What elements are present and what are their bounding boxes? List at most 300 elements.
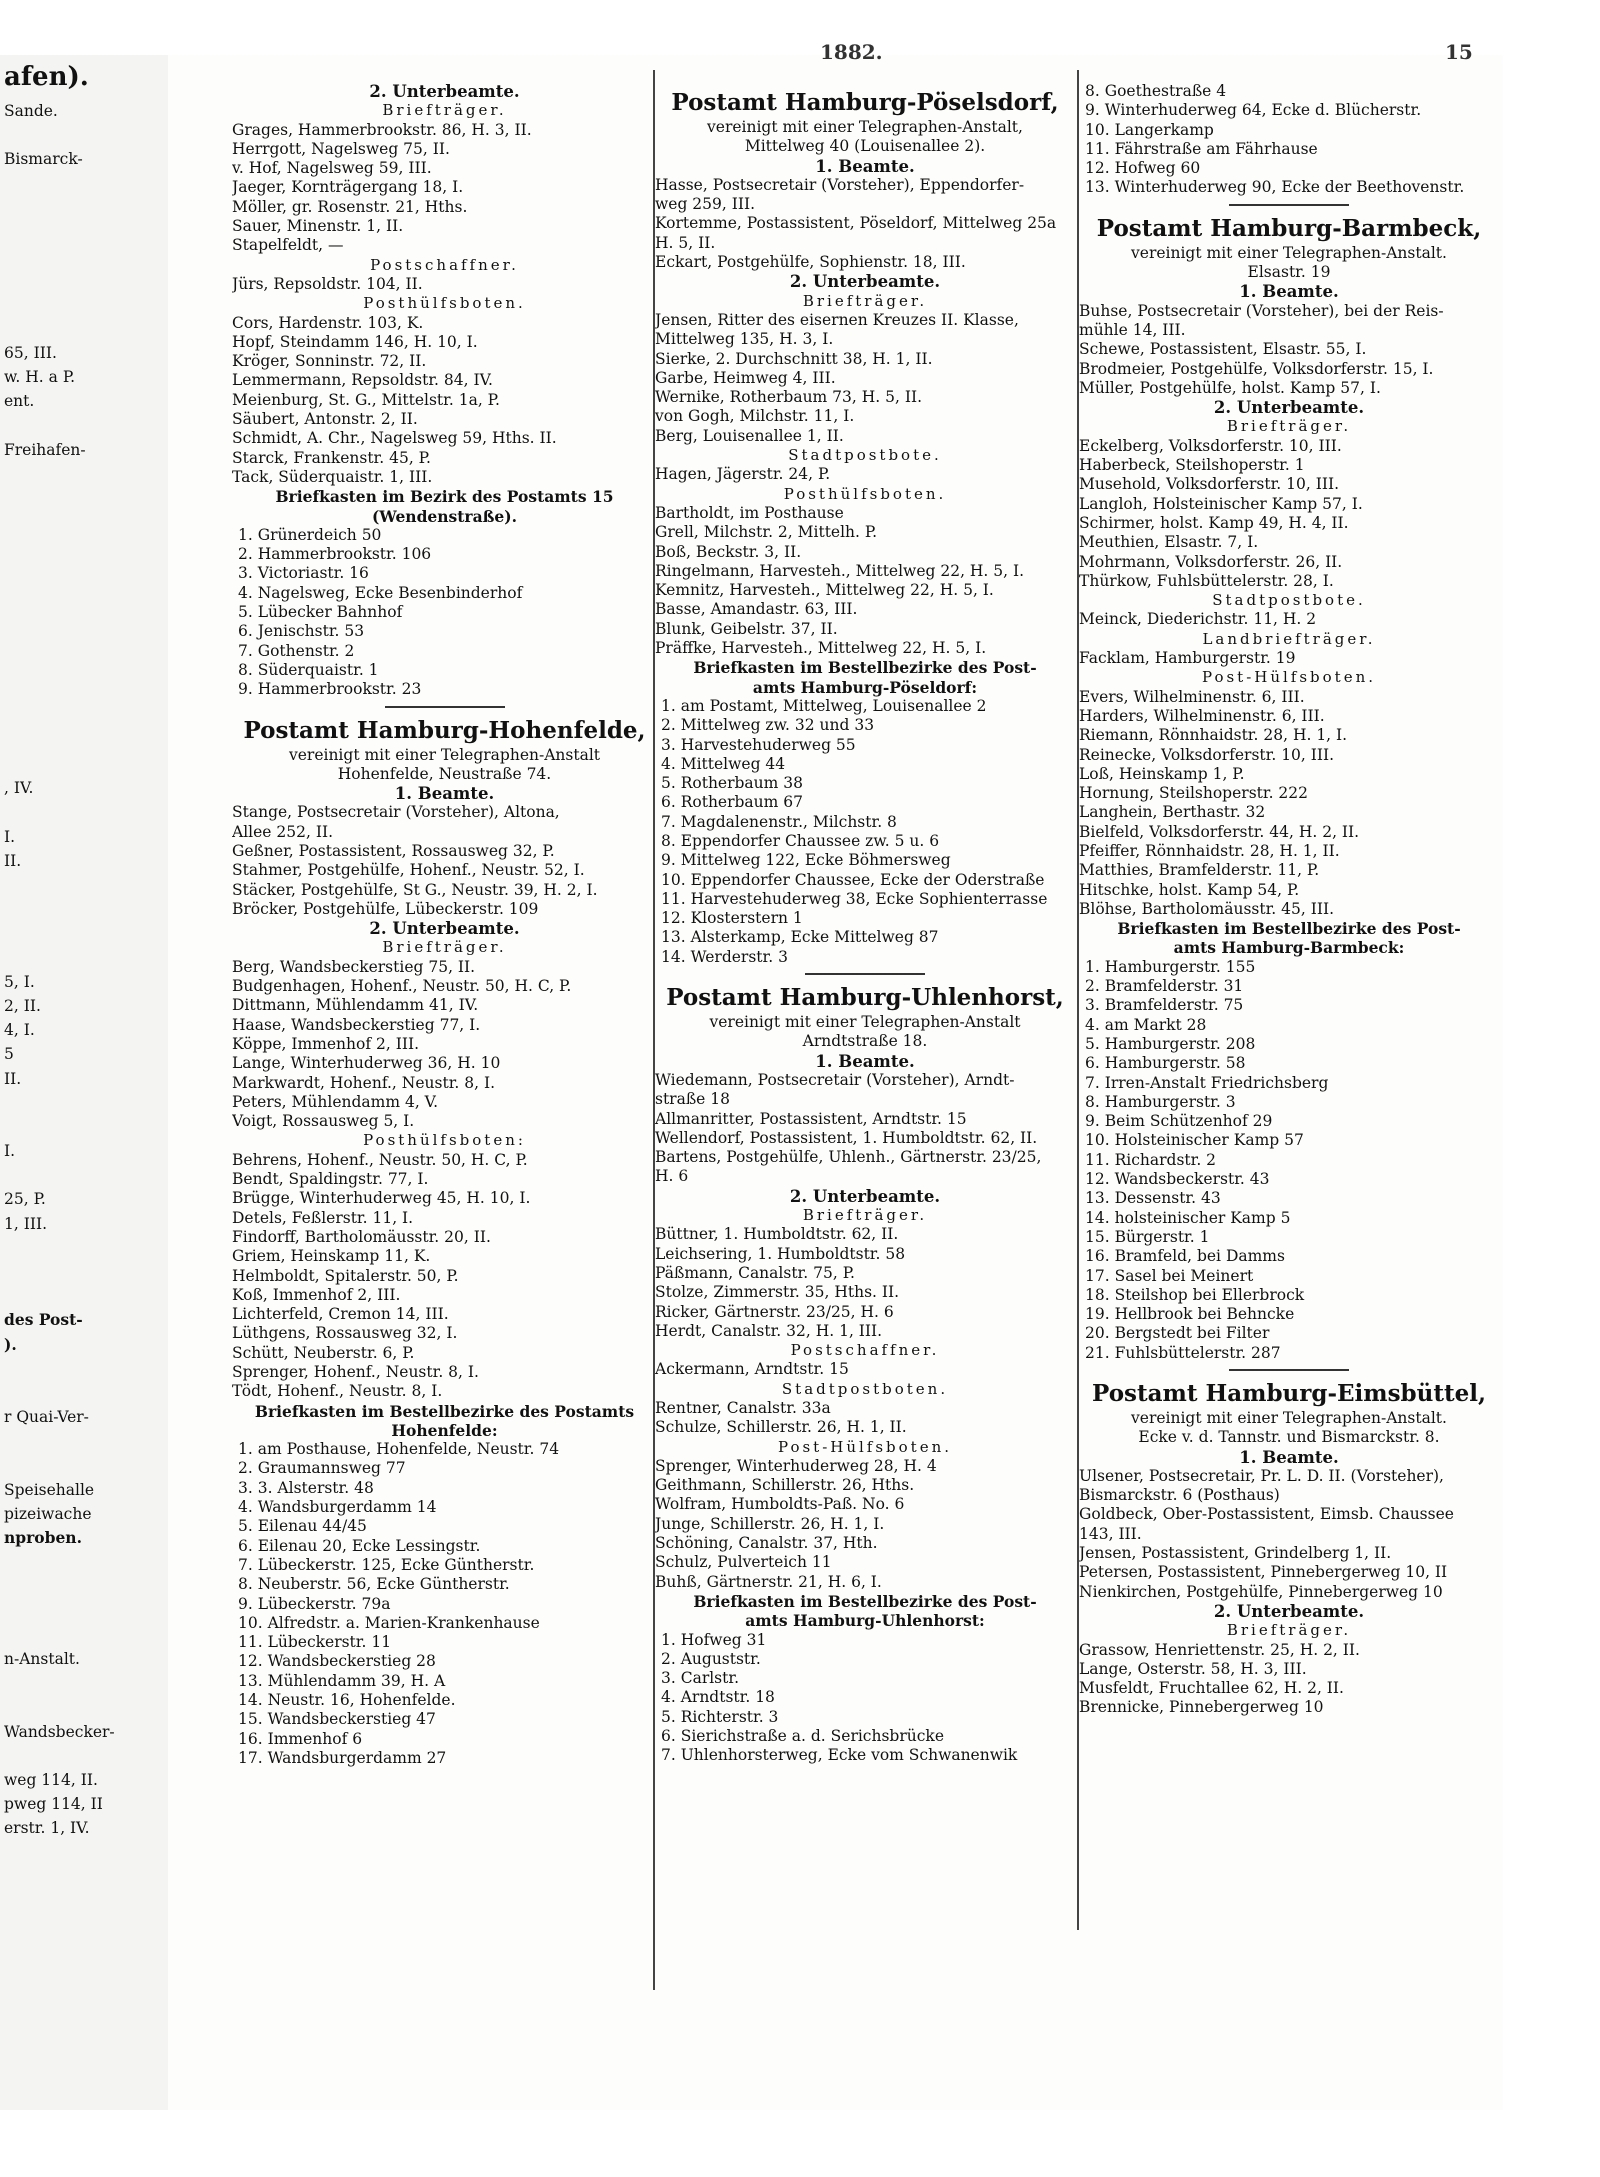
mailbox-entry: 9. Beim Schützenhof 29: [1085, 1112, 1273, 1131]
mailbox-entry: 16. Immenhof 6: [238, 1729, 363, 1748]
mailbox-entry: 7. Uhlenhorsterweg, Ecke vom Schwanenwik: [661, 1746, 1018, 1765]
entry-line: Schulze, Schillerstr. 26, H. 1, II.: [655, 1418, 907, 1437]
left-margin-fragment: [0, 897, 165, 921]
entry-line: Cors, Hardenstr. 103, K.: [232, 313, 424, 332]
office-info-line: vereinigt mit einer Telegraphen-Anstalt.: [1131, 243, 1447, 262]
entry-line: Sierke, 2. Durchschnitt 38, H. 1, II.: [655, 349, 933, 368]
mailbox-entry: 7. Lübeckerstr. 125, Ecke Güntherstr.: [238, 1555, 535, 1574]
mailbox-entry: 8. Neuberstr. 56, Ecke Güntherstr.: [238, 1575, 510, 1594]
left-margin-fragment: ent.: [4, 392, 35, 411]
entry-line: Haberbeck, Steilshoperstr. 1: [1079, 456, 1305, 475]
entry-line: Pfeiffer, Rönnhaidstr. 28, H. 1, II.: [1079, 841, 1340, 860]
entry-line: Griem, Heinskamp 11, K.: [232, 1247, 431, 1266]
office-info-line: vereinigt mit einer Telegraphen-Anstalt.: [1131, 1409, 1447, 1427]
left-margin-fragment: [0, 559, 165, 583]
mailbox-entry: 6. Hamburgerstr. 58: [1085, 1054, 1246, 1073]
entry-line: Markwardt, Hohenf., Neustr. 8, I.: [232, 1073, 496, 1092]
mailbox-entry: 11. Fährstraße am Fährhause: [1085, 139, 1318, 158]
left-margin-fragment: 1, III.: [4, 1214, 48, 1233]
entry-line: Bröcker, Postgehülfe, Lübeckerstr. 109: [232, 899, 539, 918]
mailbox-entry: 11. Richardstr. 2: [1085, 1150, 1217, 1169]
mailbox-entry: 10. Holsteinischer Kamp 57: [1085, 1131, 1304, 1150]
entry-line: Bartholdt, im Posthause: [655, 503, 844, 522]
entry-line: Grassow, Henriettenstr. 25, H. 2, II.: [1079, 1640, 1360, 1659]
left-margin-fragment: [0, 1091, 165, 1115]
entry-line: Schirmer, holst. Kamp 49, H. 4, II.: [1079, 513, 1349, 532]
entry-line: Evers, Wilhelminenstr. 6, III.: [1079, 687, 1305, 706]
subsection-heading: Posthülfsboten.: [783, 484, 947, 503]
entry-line: Schmidt, A. Chr., Nagelsweg 59, Hths. II.: [232, 429, 557, 448]
mailbox-entry: 10. Eppendorfer Chaussee, Ecke der Oderstraße: [661, 870, 1045, 889]
mailbox-entry: 12. Wandsbeckerstieg 28: [238, 1652, 436, 1671]
office-info-line: Arndtstraße 18.: [802, 1032, 928, 1051]
entry-line: Kemnitz, Harvesteh., Mittelweg 22, H. 5, I.: [655, 581, 994, 600]
left-margin-fragment: 25, P.: [4, 1190, 46, 1209]
entry-line: Lichterfeld, Cremon 14, III.: [232, 1305, 449, 1324]
entry-line: Basse, Amandastr. 63, III.: [655, 600, 858, 619]
entry-line: Berg, Louisenallee 1, II.: [655, 426, 844, 445]
entry-line: Präffke, Harvesteh., Mittelweg 22, H. 5, I.: [655, 639, 987, 658]
entry-line: Haase, Wandsbeckerstieg 77, I.: [232, 1015, 481, 1034]
left-margin-fragment: [0, 1574, 165, 1598]
mailbox-entry: 14. Neustr. 16, Hohenfelde.: [238, 1691, 456, 1710]
mailbox-entry: 1. Hofweg 31: [661, 1630, 767, 1649]
column-2: [655, 82, 1075, 1766]
left-margin-fragment: [0, 1284, 165, 1308]
entry-line: Wiedemann, Postsecretair (Vorsteher), Arndt-: [655, 1070, 1015, 1089]
left-margin-fragment: [0, 607, 165, 631]
mailbox-entry: 3. Harvestehuderweg 55: [661, 735, 856, 754]
entry-line: H. 5, II.: [655, 233, 716, 252]
mailbox-entry: 2. Bramfelderstr. 31: [1085, 977, 1244, 996]
entry-line: Musehold, Volksdorferstr. 10, III.: [1079, 475, 1340, 494]
mailbox-entry: 15. Bürgerstr. 1: [1085, 1227, 1210, 1246]
subsection-heading: Post-Hülfsboten.: [1201, 668, 1377, 687]
entry-line: Lüthgens, Rossausweg 32, I.: [232, 1324, 458, 1343]
mailbox-entry: 9. Mittelweg 122, Ecke Böhmersweg: [661, 851, 951, 870]
mailbox-entry: 20. Bergstedt bei Filter: [1085, 1324, 1270, 1343]
column-3: [1079, 82, 1499, 1718]
office-info-line: Mittelweg 40 (Louisenallee 2).: [744, 137, 986, 156]
subsection-heading: Briefträger.: [382, 101, 507, 120]
mailbox-entry: 5. Rotherbaum 38: [661, 774, 804, 793]
entry-line: Buhß, Gärtnerstr. 21, H. 6, I.: [655, 1572, 882, 1591]
left-margin-fragment: [0, 1671, 165, 1695]
left-margin-fragment: [0, 752, 165, 776]
entry-line: Helmboldt, Spitalerstr. 50, P.: [232, 1266, 459, 1285]
mailbox-entry: 7. Gothenstr. 2: [238, 641, 355, 660]
entry-line: Thürkow, Fuhlsbüttelerstr. 28, I.: [1079, 571, 1334, 590]
left-margin-fragment: [0, 873, 165, 897]
mailbox-entry: 13. Mühlendamm 39, H. A: [238, 1671, 446, 1690]
left-margin-fragment: [0, 921, 165, 945]
mailbox-entry: 5. Richterstr. 3: [661, 1707, 779, 1726]
entry-line: Meuthien, Elsastr. 7, I.: [1079, 533, 1259, 552]
mailbox-entry: 12. Hofweg 60: [1085, 159, 1201, 178]
subsection-heading: Post-Hülfsboten.: [777, 1437, 953, 1456]
entry-line: Buhse, Postsecretair (Vorsteher), bei der Reis-: [1079, 301, 1444, 320]
office-info-line: vereinigt mit einer Telegraphen-Anstalt: [709, 1013, 1021, 1032]
binding-gutter: [0, 55, 171, 2110]
entry-line: Grages, Hammerbrookstr. 86, H. 3, II.: [232, 120, 532, 139]
entry-line: Sauer, Minenstr. 1, II.: [232, 217, 404, 236]
left-margin-fragment: [0, 317, 165, 341]
left-margin-fragment: [0, 583, 165, 607]
left-margin-fragment: pizeiwache: [4, 1504, 92, 1523]
entry-line: 143, III.: [1079, 1524, 1142, 1543]
entry-line: Päßmann, Canalstr. 75, P.: [655, 1263, 855, 1282]
entry-line: Hopf, Steindamm 146, H. 10, I.: [232, 332, 478, 351]
entry-line: Nienkirchen, Postgehülfe, Pinnebergerweg 10: [1079, 1582, 1443, 1601]
mailbox-entry: 2. Mittelweg zw. 32 und 33: [661, 716, 875, 735]
entry-line: v. Hof, Nagelsweg 59, III.: [232, 159, 432, 178]
mailbox-entry: 4. Arndtstr. 18: [661, 1688, 775, 1707]
entry-line: Ackermann, Arndtstr. 15: [655, 1360, 849, 1379]
mailbox-entry: 19. Hellbrook bei Behncke: [1085, 1305, 1295, 1324]
entry-line: Stolze, Zimmerstr. 35, Hths. II.: [655, 1283, 900, 1302]
entry-line: Mittelweg 135, H. 3, I.: [655, 330, 834, 349]
left-margin-fragment: r Quai-Ver-: [4, 1408, 89, 1427]
entry-line: mühle 14, III.: [1079, 320, 1186, 339]
office-info-line: Hohenfelde, Neustraße 74.: [337, 764, 552, 783]
mailbox-entry: 17. Sasel bei Meinert: [1085, 1266, 1254, 1285]
left-margin-fragment: [0, 1115, 165, 1139]
left-margin-fragment: [0, 534, 165, 558]
section-heading: 1. Beamte.: [394, 784, 495, 804]
section-heading: 2. Unterbeamte.: [369, 919, 520, 939]
mailbox-entry: 12. Klosterstern 1: [661, 909, 803, 928]
left-margin-fragment: [0, 220, 165, 244]
mailbox-entry: 7. Magdalenenstr., Milchstr. 8: [661, 812, 897, 831]
entry-line: Stapelfeldt, —: [232, 236, 344, 255]
entry-line: Bismarckstr. 6 (Posthaus): [1079, 1486, 1280, 1505]
entry-line: Bendt, Spaldingstr. 77, I.: [232, 1170, 429, 1189]
section-heading: 1. Beamte.: [1239, 282, 1339, 302]
entry-line: Büttner, 1. Humboldtstr. 62, II.: [655, 1225, 899, 1244]
left-margin-fragment: [0, 244, 165, 268]
entry-line: Riemann, Rönnhaidstr. 28, H. 1, I.: [1079, 726, 1348, 745]
entry-line: Möller, gr. Rosenstr. 21, Hths.: [232, 197, 468, 216]
entry-line: Junge, Schillerstr. 26, H. 1, I.: [655, 1514, 885, 1533]
left-margin-fragment: 4, I.: [4, 1021, 35, 1040]
briefkasten-heading: Briefkasten im Bezirk des Postamts 15: [275, 487, 614, 507]
postamt-title: Postamt Hamburg-Eimsbüttel,: [1092, 1380, 1486, 1407]
left-margin-fragment: [0, 946, 165, 970]
briefkasten-heading: Briefkasten im Bestellbezirke des Postamts: [254, 1401, 635, 1421]
left-page-stub: [0, 55, 165, 2110]
entry-line: Voigt, Rossausweg 5, I.: [232, 1112, 415, 1131]
left-margin-fragment: [0, 1163, 165, 1187]
entry-line: von Gogh, Milchstr. 11, I.: [655, 407, 855, 426]
entry-line: Petersen, Postassistent, Pinnebergerweg 10, II: [1079, 1563, 1448, 1582]
entry-line: Müller, Postgehülfe, holst. Kamp 57, I.: [1079, 378, 1381, 397]
section-separator: [1229, 1369, 1349, 1371]
subsection-heading: Briefträger.: [382, 938, 507, 957]
left-margin-fragment: [0, 1599, 165, 1623]
subsection-heading: Postschaffner.: [370, 255, 519, 274]
mailbox-entry: 14. holsteinischer Kamp 5: [1085, 1208, 1291, 1227]
mailbox-entry: 8. Goethestraße 4: [1085, 82, 1227, 100]
briefkasten-heading: Hohenfelde:: [391, 1420, 498, 1440]
left-margin-fragment: [0, 1429, 165, 1453]
entry-line: Geßner, Postassistent, Rossausweg 32, P.: [232, 841, 555, 860]
mailbox-entry: 13. Winterhuderweg 90, Ecke der Beethovenstr.: [1085, 178, 1465, 197]
entry-line: Garbe, Heimweg 4, III.: [655, 368, 836, 387]
office-info-line: vereinigt mit einer Telegraphen-Anstalt,: [707, 118, 1023, 136]
entry-line: Detels, Feßlerstr. 11, I.: [232, 1208, 414, 1227]
left-margin-fragment: [0, 172, 165, 196]
left-margin-fragment: [0, 1454, 165, 1478]
left-margin-fragment: erstr. 1, IV.: [4, 1819, 90, 1838]
entry-line: Dittmann, Mühlendamm 41, IV.: [232, 996, 479, 1015]
mailbox-entry: 13. Dessenstr. 43: [1085, 1189, 1221, 1208]
mailbox-entry: 6. Sierichstraße a. d. Serichsbrücke: [661, 1727, 944, 1746]
left-margin-fragment: [0, 462, 165, 486]
left-margin-fragment: [0, 1550, 165, 1574]
entry-line: Wolfram, Humboldts-Paß. No. 6: [655, 1495, 905, 1514]
left-margin-fragment: [0, 293, 165, 317]
office-info-line: Elsastr. 19: [1247, 263, 1331, 282]
entry-line: Allee 252, II.: [232, 822, 333, 841]
mailbox-entry: 9. Lübeckerstr. 79a: [238, 1594, 391, 1613]
entry-line: Schütt, Neuberstr. 6, P.: [232, 1343, 415, 1362]
section-heading: 1. Beamte.: [815, 1051, 915, 1071]
entry-line: Lange, Osterstr. 58, H. 3, III.: [1079, 1659, 1307, 1678]
subsection-heading: Stadtpostbote.: [788, 446, 942, 465]
mailbox-entry: 1. Grünerdeich 50: [238, 525, 382, 544]
mailbox-entry: 5. Lübecker Bahnhof: [238, 603, 403, 622]
briefkasten-heading: (Wendenstraße).: [371, 506, 518, 526]
header-year: 1882.: [820, 40, 883, 60]
column-1: [232, 82, 657, 1768]
mailbox-entry: 10. Langerkamp: [1085, 120, 1214, 139]
mailbox-entry: 6. Rotherbaum 67: [661, 793, 804, 812]
entry-line: Behrens, Hohenf., Neustr. 50, H. C, P.: [232, 1150, 528, 1169]
entry-line: Mohrmann, Volksdorferstr. 26, II.: [1079, 552, 1343, 571]
mailbox-entry: 11. Harvestehuderweg 38, Ecke Sophienterrasse: [661, 889, 1048, 908]
entry-line: Kortemme, Postassistent, Pöseldorf, Mittelweg 25a: [655, 214, 1057, 233]
mailbox-entry: 17. Wandsburgerdamm 27: [238, 1748, 447, 1767]
left-margin-fragment: [0, 704, 165, 728]
entry-line: Blöhse, Bartholomäusstr. 45, III.: [1079, 899, 1335, 918]
entry-line: Reinecke, Volksdorferstr. 10, III.: [1079, 745, 1335, 764]
mailbox-entry: 9. Hammerbrookstr. 23: [238, 680, 422, 699]
section-heading: 2. Unterbeamte.: [369, 82, 520, 101]
office-info-line: vereinigt mit einer Telegraphen-Anstalt: [288, 745, 600, 764]
mailbox-entry: 14. Werderstr. 3: [661, 947, 788, 966]
left-margin-fragment: Speisehalle: [4, 1480, 95, 1499]
postamt-title: Postamt Hamburg-Uhlenhorst,: [666, 984, 1064, 1012]
subsection-heading: Briefträger.: [802, 291, 928, 310]
left-margin-fragment: nproben.: [4, 1528, 82, 1548]
briefkasten-heading: Briefkasten im Bestellbezirke des Post-: [693, 658, 1037, 678]
entry-line: Schöning, Canalstr. 37, Hth.: [655, 1534, 878, 1553]
mailbox-entry: 6. Jenischstr. 53: [238, 622, 365, 641]
left-margin-fragment: [0, 123, 165, 147]
left-margin-fragment: [0, 196, 165, 220]
subsection-heading: Postschaffner.: [790, 1341, 940, 1360]
subsection-heading: Stadtpostboten.: [781, 1379, 949, 1398]
section-heading: 2. Unterbeamte.: [1213, 398, 1365, 418]
mailbox-entry: 1. am Posthause, Hohenfelde, Neustr. 74: [238, 1440, 560, 1459]
mailbox-entry: 3. Bramfelderstr. 75: [1085, 996, 1244, 1015]
entry-line: Meienburg, St. G., Mittelstr. 1a, P.: [232, 390, 500, 409]
entry-line: Langloh, Holsteinischer Kamp 57, I.: [1079, 494, 1363, 513]
subsection-heading: Briefträger.: [1226, 1621, 1352, 1640]
entry-line: Eckart, Postgehülfe, Sophienstr. 18, III.: [655, 253, 966, 272]
entry-line: Rentner, Canalstr. 33a: [655, 1399, 831, 1417]
left-margin-fragment: [0, 268, 165, 292]
entry-line: Ricker, Gärtnerstr. 23/25, H. 6: [655, 1302, 894, 1321]
left-margin-fragment: [0, 486, 165, 510]
entry-line: Blunk, Geibelstr. 37, II.: [655, 619, 838, 638]
entry-line: Jaeger, Kornträgergang 18, I.: [232, 178, 464, 197]
entry-line: Findorff, Bartholomäusstr. 20, II.: [232, 1227, 491, 1246]
entry-line: Ringelmann, Harvesteh., Mittelweg 22, H. 5, I.: [655, 561, 1025, 580]
entry-line: Tödt, Hohenf., Neustr. 8, I.: [232, 1382, 443, 1401]
entry-line: Stange, Postsecretair (Vorsteher), Altona,: [232, 803, 560, 822]
entry-line: Matthies, Bramfelderstr. 11, P.: [1079, 861, 1320, 880]
left-margin-fragment: [0, 510, 165, 534]
entry-line: Hitschke, holst. Kamp 54, P.: [1079, 880, 1300, 899]
subsection-heading: Stadtpostbote.: [1212, 591, 1366, 610]
entry-line: Bielfeld, Volksdorferstr. 44, H. 2, II.: [1079, 822, 1360, 841]
left-margin-fragment: ).: [4, 1334, 17, 1354]
entry-line: Leichsering, 1. Humboldtstr. 58: [655, 1244, 906, 1263]
entry-line: Schulz, Pulverteich 11: [655, 1553, 832, 1572]
section-heading: 2. Unterbeamte.: [1213, 1601, 1365, 1621]
subsection-heading: Landbriefträger.: [1202, 629, 1376, 648]
mailbox-entry: 4. am Markt 28: [1085, 1015, 1207, 1034]
mailbox-entry: 10. Alfredstr. a. Marien-Krankenhause: [238, 1613, 540, 1632]
left-margin-fragment: [0, 800, 165, 824]
entry-line: Koß, Immenhof 2, III.: [232, 1285, 401, 1304]
entry-line: Boß, Beckstr. 3, II.: [655, 542, 802, 561]
section-heading: 2. Unterbeamte.: [789, 1186, 941, 1206]
entry-line: Hornung, Steilshoperstr. 222: [1079, 784, 1309, 803]
mailbox-entry: 1. am Postamt, Mittelweg, Louisenallee 2: [661, 696, 987, 715]
mailbox-entry: 5. Eilenau 44/45: [238, 1517, 367, 1536]
mailbox-entry: 7. Irren-Anstalt Friedrichsberg: [1085, 1073, 1329, 1092]
mailbox-entry: 8. Eppendorfer Chaussee zw. 5 u. 6: [661, 831, 940, 850]
entry-line: Geithmann, Schillerstr. 26, Hths.: [655, 1476, 915, 1495]
entry-line: Meinck, Diederichstr. 11, H. 2: [1079, 610, 1317, 629]
left-margin-fragment: I.: [4, 1142, 16, 1161]
entry-line: Brügge, Winterhuderweg 45, H. 10, I.: [232, 1189, 531, 1208]
mailbox-entry: 2. Graumannsweg 77: [238, 1459, 406, 1478]
entry-line: Facklam, Hamburgerstr. 19: [1079, 649, 1296, 668]
mailbox-entry: 3. 3. Alsterstr. 48: [238, 1478, 374, 1497]
mailbox-entry: 15. Wandsbeckerstieg 47: [238, 1710, 436, 1729]
entry-line: Schewe, Postassistent, Elsastr. 55, I.: [1079, 340, 1367, 359]
entry-line: weg 259, III.: [655, 195, 756, 214]
mailbox-entry: 13. Alsterkamp, Ecke Mittelweg 87: [661, 928, 939, 947]
left-margin-fragment: Freihafen-: [4, 440, 86, 459]
section-separator: [1229, 204, 1349, 206]
header-page-number: 15: [1445, 40, 1473, 60]
entry-line: Tack, Süderquaistr. 1, III.: [232, 467, 433, 486]
mailbox-entry: 3. Victoriastr. 16: [238, 564, 369, 583]
briefkasten-heading: amts Hamburg-Pöseldorf:: [752, 677, 978, 697]
entry-line: Sprenger, Hohenf., Neustr. 8, I.: [232, 1363, 479, 1381]
entry-line: straße 18: [655, 1090, 731, 1109]
left-margin-fragment: [0, 680, 165, 704]
left-margin-fragment: [0, 1381, 165, 1405]
mailbox-entry: 18. Steilshop bei Ellerbrock: [1085, 1285, 1305, 1304]
postamt-title: Postamt Hamburg-Hohenfelde,: [243, 716, 646, 744]
entry-line: Herdt, Canalstr. 32, H. 1, III.: [655, 1321, 883, 1340]
left-margin-fragment: I.: [4, 827, 16, 846]
section-heading: 1. Beamte.: [815, 156, 915, 176]
entry-line: Jürs, Repsoldstr. 104, II.: [232, 274, 423, 293]
entry-line: Stäcker, Postgehülfe, St G., Neustr. 39, H. 2, I.: [232, 880, 598, 899]
entry-line: H. 6: [655, 1167, 689, 1186]
mailbox-entry: 5. Hamburgerstr. 208: [1085, 1034, 1256, 1053]
entry-line: Köppe, Immenhof 2, III.: [232, 1034, 420, 1053]
briefkasten-heading: amts Hamburg-Barmbeck:: [1173, 938, 1405, 958]
left-margin-fragment: [0, 413, 165, 437]
briefkasten-heading: Briefkasten im Bestellbezirke des Post-: [1117, 919, 1461, 939]
entry-line: Starck, Frankenstr. 45, P.: [232, 448, 431, 467]
mailbox-entry: 12. Wandsbeckerstr. 43: [1085, 1170, 1270, 1189]
mailbox-entry: 21. Fuhlsbüttelerstr. 287: [1085, 1343, 1281, 1362]
entry-line: Säubert, Antonstr. 2, II.: [232, 410, 418, 429]
entry-line: Lemmermann, Repsoldstr. 84, IV.: [232, 371, 493, 390]
entry-line: Hasse, Postsecretair (Vorsteher), Eppendorfer-: [655, 175, 1025, 194]
entry-line: Bartens, Postgehülfe, Uhlenh., Gärtnerstr. 23/25,: [655, 1148, 1042, 1167]
mailbox-entry: 4. Wandsburgerdamm 14: [238, 1498, 437, 1517]
left-margin-fragment: 2, II.: [4, 996, 41, 1015]
left-margin-fragment: [0, 1236, 165, 1260]
left-margin-fragment: pweg 114, II: [4, 1795, 103, 1814]
entry-line: Eckelberg, Volksdorferstr. 10, III.: [1079, 436, 1342, 455]
entry-line: Jensen, Ritter des eisernen Kreuzes II. Klasse,: [655, 310, 1019, 329]
entry-line: Grell, Milchstr. 2, Mittelh. P.: [655, 523, 878, 542]
left-margin-fragment: 5: [4, 1045, 14, 1064]
briefkasten-heading: amts Hamburg-Uhlenhorst:: [745, 1611, 985, 1631]
left-margin-fragment: des Post-: [4, 1310, 83, 1330]
mailbox-entry: 2. Hammerbrookstr. 106: [238, 545, 432, 564]
entry-line: Brennicke, Pinnebergerweg 10: [1079, 1698, 1324, 1717]
left-margin-fragment: [0, 1744, 165, 1768]
left-margin-fragment: Wandsbecker-: [4, 1722, 115, 1741]
mailbox-entry: 1. Hamburgerstr. 155: [1085, 957, 1256, 976]
mailbox-entry: 4. Mittelweg 44: [661, 754, 786, 773]
left-margin-fragment: II.: [4, 1069, 22, 1088]
entry-line: Musfeldt, Fruchtallee 62, H. 2, II.: [1079, 1679, 1344, 1698]
entry-line: Sprenger, Winterhuderweg 28, H. 4: [655, 1456, 937, 1475]
entry-line: Jensen, Postassistent, Grindelberg 1, II.: [1079, 1544, 1392, 1563]
mailbox-entry: 2. Auguststr.: [661, 1649, 761, 1668]
mailbox-entry: 9. Winterhuderweg 64, Ecke d. Blücherstr.: [1085, 101, 1422, 120]
left-margin-fragment: n-Anstalt.: [4, 1650, 80, 1668]
mailbox-entry: 16. Bramfeld, bei Damms: [1085, 1247, 1285, 1266]
briefkasten-heading: Briefkasten im Bestellbezirke des Post-: [693, 1591, 1037, 1611]
entry-line: Wellendorf, Postassistent, 1. Humboldtstr. 62, II.: [655, 1128, 1038, 1147]
entry-line: Stahmer, Postgehülfe, Hohenf., Neustr. 52, I.: [232, 861, 585, 880]
entry-line: Harders, Wilhelminenstr. 6, III.: [1079, 706, 1325, 725]
entry-line: Goldbeck, Ober-Postassistent, Eimsb. Chaussee: [1079, 1505, 1454, 1524]
subsection-heading: Briefträger.: [1226, 417, 1352, 436]
entry-line: Hagen, Jägerstr. 24, P.: [655, 465, 831, 484]
entry-line: Berg, Wandsbeckerstieg 75, II.: [232, 957, 476, 976]
left-margin-fragment: II.: [4, 851, 22, 870]
postamt-title: Postamt Hamburg-Pöselsdorf,: [671, 89, 1059, 116]
left-margin-fragment: [0, 728, 165, 752]
entry-line: Wernike, Rotherbaum 73, H. 5, II.: [655, 388, 923, 407]
left-margin-fragment: 5, I.: [4, 972, 35, 991]
left-margin-fragment: [0, 1357, 165, 1381]
